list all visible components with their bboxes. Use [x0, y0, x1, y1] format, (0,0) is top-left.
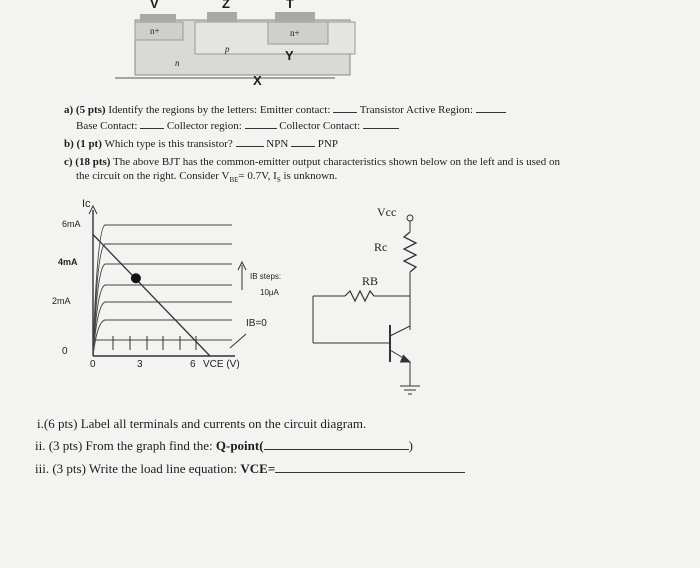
bjt-emitter-arrow	[400, 355, 410, 362]
vcc-terminal	[407, 215, 413, 221]
question-c-text1: The above BJT has the common-emitter output characteristics shown below on the left and is used on	[113, 156, 561, 168]
part-i: i.(6 pts) Label all terminals and currents on the circuit diagram.	[37, 416, 367, 431]
question-c-prefix: c) (18 pts)	[64, 156, 111, 168]
base-contact-label: Base Contact:	[76, 120, 138, 132]
active-region-label: Transistor Active Region:	[359, 104, 473, 116]
vcc-label: Vcc	[377, 205, 397, 219]
load-line-blank[interactable]	[275, 472, 465, 473]
x-tick-0: 0	[90, 359, 96, 370]
ib-steps-title: IB steps:	[250, 272, 282, 281]
rc-label: Rc	[374, 240, 388, 254]
part-ii-prefix: ii. (3 pts) From the graph find the:	[35, 438, 213, 453]
rb-label: RB	[362, 274, 379, 288]
region-n-plus-right: n+	[290, 28, 300, 38]
region-n-substrate: n	[175, 58, 180, 68]
rb-resistor	[345, 291, 374, 301]
question-a-prefix: a) (5 pts)	[64, 104, 106, 116]
question-c-text3: = 0.7V, I	[238, 170, 277, 182]
q-point-blank[interactable]	[264, 449, 409, 450]
question-b-prefix: b) (1 pt)	[64, 138, 102, 150]
letter-t: T	[286, 0, 294, 11]
npn-option: NPN	[266, 138, 289, 150]
y-tick-4ma: 4mA	[58, 257, 78, 267]
letter-x: X	[253, 73, 262, 88]
question-c-text2: the circuit on the right. Consider V	[76, 170, 230, 182]
y-tick-2ma: 2mA	[52, 296, 71, 306]
part-ii	[35, 438, 413, 454]
question-b-text: Which type is this transistor?	[104, 138, 233, 150]
question-a-text: Identify the regions by the letters: Emitter contact:	[108, 104, 331, 116]
question-c-text4: is unknown.	[280, 170, 338, 182]
letter-v: V	[150, 0, 159, 11]
pnp-option: PNP	[317, 138, 338, 150]
is-subscript: S	[276, 176, 281, 185]
bjt-collector	[390, 326, 410, 336]
rc-resistor	[404, 232, 416, 272]
q-point-close: )	[408, 438, 413, 453]
ib-steps-value: 10µA	[260, 288, 279, 297]
y-tick-6ma: 6mA	[62, 219, 81, 229]
part-iii-prefix: iii. (3 pts) Write the load line equation:	[35, 461, 238, 476]
letter-y: Y	[285, 48, 294, 63]
ib-zero-label: IB=0	[246, 318, 267, 329]
collector-region-label: Collector region:	[166, 120, 242, 132]
q-point-label: Q-point(	[215, 438, 264, 453]
y-tick-0: 0	[62, 346, 68, 357]
x-axis-label: VCE (V)	[203, 359, 240, 370]
letter-z: Z	[222, 0, 230, 11]
ic-label: Ic	[82, 198, 91, 210]
x-tick-6: 6	[190, 359, 196, 370]
part-iii	[35, 461, 465, 477]
x-tick-3: 3	[137, 359, 143, 370]
collector-contact-label: Collector Contact:	[279, 120, 361, 132]
vbe-subscript: BE	[229, 176, 239, 185]
region-p: p	[225, 44, 230, 54]
region-n-plus-left: n+	[150, 26, 160, 36]
vce-equation-label: VCE=	[240, 461, 276, 476]
